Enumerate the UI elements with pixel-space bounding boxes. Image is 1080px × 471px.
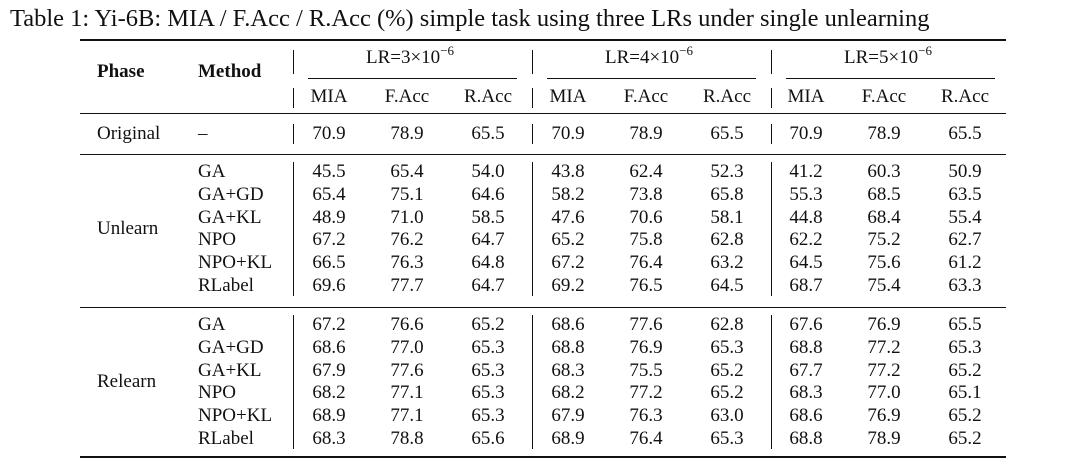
table-cell: 65.3	[710, 428, 744, 449]
table-cell: 65.3	[471, 359, 505, 381]
lr-base: LR=5×10	[843, 47, 919, 68]
table-cell: 64.6	[471, 183, 505, 205]
phase-header: Phase	[97, 61, 145, 82]
table-cell: 50.9	[948, 161, 982, 182]
table-cell: 63.2	[710, 252, 744, 274]
table-cell: 70.9	[312, 123, 346, 144]
table-cell: 77.1	[390, 405, 424, 427]
table-cell: 68.9	[312, 405, 346, 427]
table-cell: 65.2	[948, 405, 982, 427]
table-cell: 69.6	[312, 275, 346, 296]
table-cell: 75.5	[629, 359, 663, 381]
lr-exponent: −6	[918, 43, 933, 58]
table-cell: 68.8	[789, 336, 823, 358]
table-cell: 65.4	[390, 161, 424, 182]
bottom-rule	[80, 456, 1006, 458]
table-cell: 63.5	[948, 183, 982, 205]
top-rule	[80, 39, 1006, 41]
table-cell: 45.5	[312, 161, 346, 182]
table-cell: 44.8	[789, 206, 823, 228]
phase-label: Relearn	[97, 371, 157, 392]
table-cell: 65.5	[471, 123, 505, 144]
table-cell: 77.7	[390, 275, 424, 296]
method-header: Method	[198, 61, 262, 82]
table-cell: 77.0	[867, 382, 901, 404]
lr-group-header	[843, 43, 933, 69]
table-cell: 62.8	[710, 229, 744, 251]
table-cell: 68.2	[551, 382, 585, 404]
table-cell: 67.9	[312, 359, 346, 381]
table-cell: 63.0	[710, 405, 744, 427]
table-cell: 62.4	[629, 161, 663, 182]
table-cell: 69.2	[551, 275, 585, 296]
table-cell: 65.5	[710, 123, 744, 144]
column-separator	[293, 162, 294, 296]
metric-header: R.Acc	[702, 86, 752, 107]
table-cell: 65.3	[471, 405, 505, 427]
table-cell: 43.8	[551, 161, 585, 182]
table-cell: 63.3	[948, 275, 982, 296]
table-cell: 68.9	[551, 428, 585, 449]
table-cell: 75.6	[867, 252, 901, 274]
column-separator	[771, 162, 772, 296]
table-cell: 67.7	[789, 359, 823, 381]
method-label: GA	[198, 314, 226, 335]
section-rule	[80, 154, 1006, 155]
table-cell: 65.2	[710, 382, 744, 404]
method-label: NPO+KL	[198, 405, 273, 427]
table-cell: 67.2	[551, 252, 585, 274]
table-cell: 41.2	[789, 161, 823, 182]
header-rule	[80, 113, 1006, 114]
metric-header: R.Acc	[463, 86, 513, 107]
table-cell: 65.5	[948, 123, 982, 144]
table-cell: 67.2	[312, 314, 346, 335]
lr-base: LR=3×10	[365, 47, 441, 68]
method-label: RLabel	[198, 275, 254, 296]
table-cell: 64.7	[471, 229, 505, 251]
table-cell: 62.8	[710, 314, 744, 335]
table-cell: 65.3	[471, 382, 505, 404]
table-cell: 68.5	[867, 183, 901, 205]
metric-header: MIA	[787, 86, 825, 107]
table-cell: 76.4	[629, 252, 663, 274]
table-cell: 62.7	[948, 229, 982, 251]
method-label: GA+GD	[198, 336, 264, 358]
table-cell: 75.1	[390, 183, 424, 205]
table-cell: 73.8	[629, 183, 663, 205]
table-cell: 65.2	[471, 314, 505, 335]
column-separator	[771, 88, 772, 108]
table-cell: 77.0	[390, 336, 424, 358]
method-label: GA	[198, 161, 226, 182]
table-cell: 68.4	[867, 206, 901, 228]
table-cell: 77.6	[629, 314, 663, 335]
column-separator	[532, 315, 533, 449]
table-cell: 64.7	[471, 275, 505, 296]
table-cell: 68.6	[551, 314, 585, 335]
table-cell: 58.2	[551, 183, 585, 205]
method-label: GA+GD	[198, 183, 264, 205]
table-cell: 75.4	[867, 275, 901, 296]
column-separator	[532, 50, 533, 74]
lr-group-underline	[786, 78, 995, 79]
table-cell: 77.2	[867, 359, 901, 381]
table-cell: 65.3	[710, 336, 744, 358]
table-cell: 68.6	[312, 336, 346, 358]
column-separator	[293, 50, 294, 74]
lr-group-header	[365, 43, 455, 69]
method-label: NPO	[198, 382, 237, 404]
method-label: RLabel	[198, 428, 254, 449]
table-cell: 64.8	[471, 252, 505, 274]
method-label: GA+KL	[198, 206, 262, 228]
table-cell: 75.8	[629, 229, 663, 251]
table-cell: 58.5	[471, 206, 505, 228]
table-cell: 62.2	[789, 229, 823, 251]
table-cell: 68.8	[551, 336, 585, 358]
table-cell: 78.9	[867, 428, 901, 449]
table-cell: 76.5	[629, 275, 663, 296]
table-cell: 77.2	[629, 382, 663, 404]
table-cell: 68.6	[789, 405, 823, 427]
table-cell: 65.5	[948, 314, 982, 335]
table-cell: 71.0	[390, 206, 424, 228]
table-cell: 65.8	[710, 183, 744, 205]
table-cell: 67.9	[551, 405, 585, 427]
method-label: –	[198, 123, 208, 144]
column-separator	[532, 88, 533, 108]
metric-header: MIA	[549, 86, 587, 107]
phase-label: Unlearn	[97, 218, 159, 239]
table-cell: 55.4	[948, 206, 982, 228]
table-cell: 64.5	[789, 252, 823, 274]
table-cell: 70.6	[629, 206, 663, 228]
phase-label: Original	[97, 123, 161, 144]
table-cell: 76.9	[867, 314, 901, 335]
table-cell: 65.2	[551, 229, 585, 251]
metric-header: F.Acc	[384, 86, 430, 107]
lr-base: LR=4×10	[604, 47, 680, 68]
table-cell: 75.2	[867, 229, 901, 251]
table-cell: 68.8	[789, 428, 823, 449]
table-cell: 68.3	[312, 428, 346, 449]
table-cell: 77.2	[867, 336, 901, 358]
table-cell: 76.9	[867, 405, 901, 427]
table-cell: 55.3	[789, 183, 823, 205]
lr-group-underline	[547, 78, 756, 79]
column-separator	[771, 315, 772, 449]
table-cell: 78.9	[629, 123, 663, 144]
metric-header: MIA	[310, 86, 348, 107]
table-cell: 76.3	[629, 405, 663, 427]
table-cell: 70.9	[789, 123, 823, 144]
table-cell: 76.9	[629, 336, 663, 358]
column-separator	[532, 162, 533, 296]
table-cell: 70.9	[551, 123, 585, 144]
method-label: NPO+KL	[198, 252, 273, 274]
method-label: NPO	[198, 229, 237, 251]
column-separator	[771, 50, 772, 74]
column-separator	[293, 315, 294, 449]
column-separator	[771, 124, 772, 144]
column-separator	[293, 124, 294, 144]
column-separator	[532, 124, 533, 144]
table-caption: Table 1: Yi-6B: MIA / F.Acc / R.Acc (%) simple task using three LRs under single unlearning	[10, 5, 930, 32]
table-cell: 68.3	[551, 359, 585, 381]
table-cell: 67.2	[312, 229, 346, 251]
metric-header: F.Acc	[623, 86, 669, 107]
table-cell: 54.0	[471, 161, 505, 182]
table-cell: 52.3	[710, 161, 744, 182]
table-cell: 58.1	[710, 206, 744, 228]
table-cell: 47.6	[551, 206, 585, 228]
table-cell: 65.2	[710, 359, 744, 381]
metric-header: F.Acc	[861, 86, 907, 107]
table-cell: 78.9	[390, 123, 424, 144]
table-cell: 76.4	[629, 428, 663, 449]
method-label: GA+KL	[198, 359, 262, 381]
lr-exponent: −6	[440, 43, 455, 58]
table-cell: 60.3	[867, 161, 901, 182]
table-cell: 68.2	[312, 382, 346, 404]
section-rule	[80, 307, 1006, 308]
table-cell: 76.6	[390, 314, 424, 335]
lr-group-header	[604, 43, 694, 69]
lr-group-underline	[308, 78, 517, 79]
table-cell: 78.8	[390, 428, 424, 449]
table-cell: 65.2	[948, 428, 982, 449]
table-cell: 65.6	[471, 428, 505, 449]
table-cell: 66.5	[312, 252, 346, 274]
table-cell: 61.2	[948, 252, 982, 274]
table-cell: 78.9	[867, 123, 901, 144]
table-cell: 65.3	[471, 336, 505, 358]
table-cell: 65.2	[948, 359, 982, 381]
table-cell: 65.3	[948, 336, 982, 358]
table-cell: 65.4	[312, 183, 346, 205]
table-cell: 64.5	[710, 275, 744, 296]
table-cell: 76.2	[390, 229, 424, 251]
table-cell: 77.6	[390, 359, 424, 381]
table-cell: 65.1	[948, 382, 982, 404]
table-cell: 68.7	[789, 275, 823, 296]
column-separator	[293, 88, 294, 108]
table-cell: 67.6	[789, 314, 823, 335]
lr-exponent: −6	[679, 43, 694, 58]
metric-header: R.Acc	[940, 86, 990, 107]
table-cell: 48.9	[312, 206, 346, 228]
table-cell: 77.1	[390, 382, 424, 404]
table-cell: 76.3	[390, 252, 424, 274]
table-cell: 68.3	[789, 382, 823, 404]
